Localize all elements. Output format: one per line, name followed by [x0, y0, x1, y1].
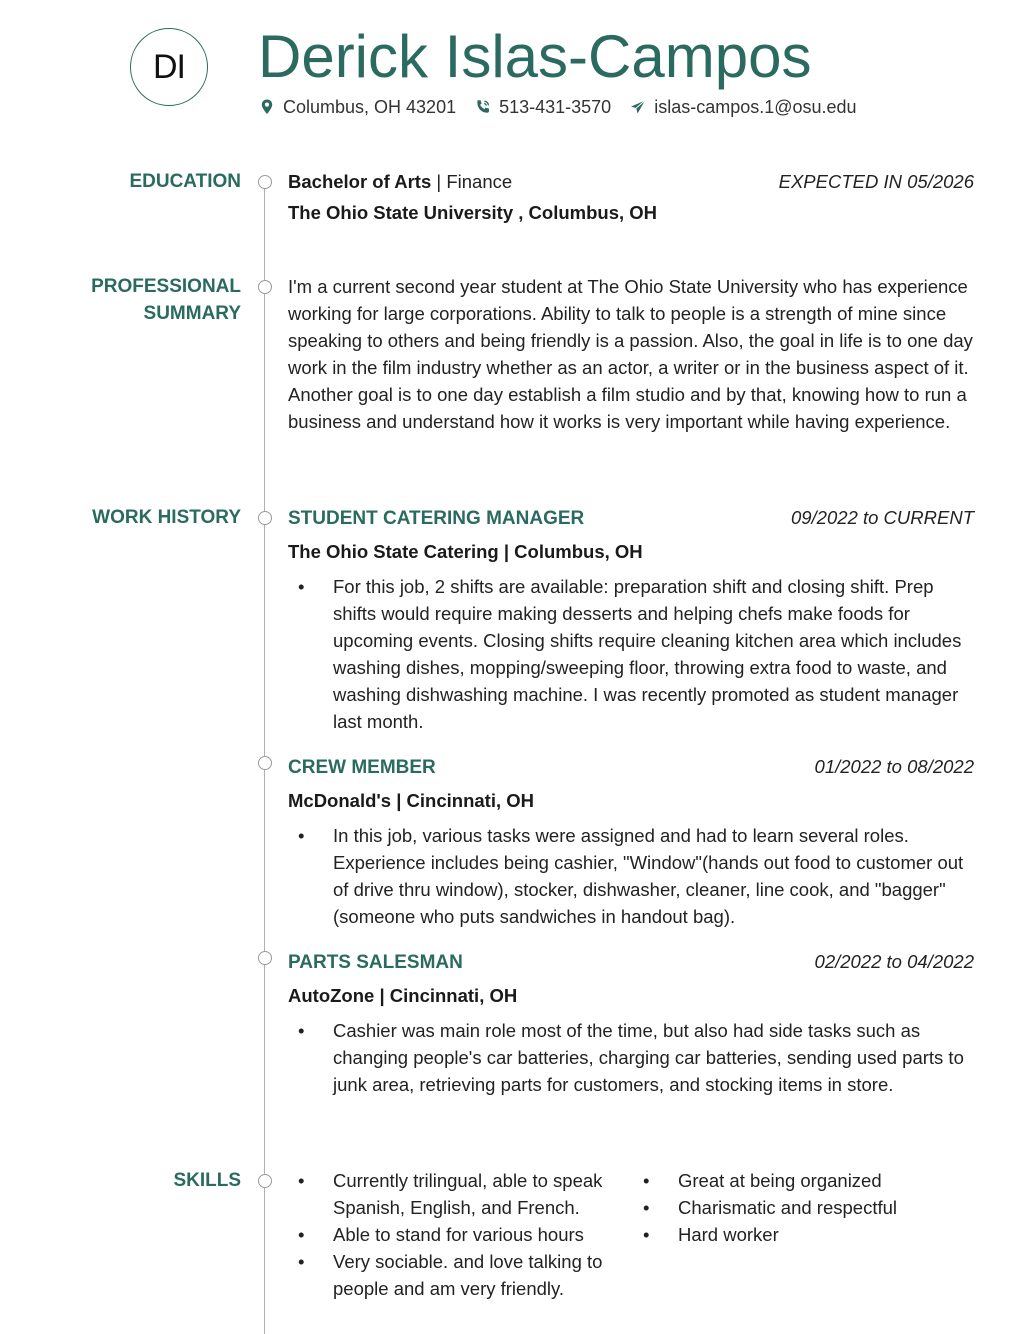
job-title: PARTS SALESMAN: [288, 952, 463, 973]
section-label-work-history: WORK HISTORY: [92, 507, 241, 528]
job-description: [288, 573, 974, 735]
timeline-dot-education: [258, 175, 272, 189]
section-label-summary: [91, 273, 241, 327]
job-header-row: [288, 753, 974, 781]
skill-item: • Currently trilingual, able to speak Spanish, English, and French.: [333, 1167, 633, 1221]
job-dates: 01/2022 to 08/2022: [814, 756, 974, 777]
contact-info: [258, 96, 857, 118]
phone-icon: [474, 98, 492, 116]
education-major: Finance: [446, 171, 513, 192]
job-employer: McDonald's | Cincinnati, OH: [288, 790, 534, 811]
timeline-dot-work: [258, 511, 272, 525]
job-description: [288, 1017, 974, 1098]
education-degree: Bachelor of Arts: [288, 171, 432, 192]
initials: DI: [153, 47, 185, 86]
education-degree-row: [288, 168, 974, 195]
education-degree-line: [288, 168, 512, 195]
job-title: STUDENT CATERING MANAGER: [288, 508, 585, 529]
contact-email: [629, 97, 856, 118]
address-text: Columbus, OH 43201: [283, 96, 457, 117]
section-label-education: EDUCATION: [129, 171, 241, 192]
location-pin-icon: [258, 98, 276, 116]
timeline-dot-skills: [258, 1174, 272, 1188]
skills-column-1: [288, 1167, 633, 1302]
section-label-summary-line2: SUMMARY: [143, 303, 241, 324]
skills-column-2: [633, 1167, 974, 1302]
job-bullet: • Cashier was main role most of the time, but also had side tasks such as changing people's car batteries, charging car batteries, sending used parts to junk area, retrieving parts for customers, and stocking items in store.: [333, 1017, 974, 1098]
job-bullet: • In this job, various tasks were assigned and had to learn several roles. Experience includes being cashier, "Window"(hands out food to customer out of drive thru window), stocker, dishwasher, cleaner, line cook, and "bagger" (someone who puts sandwiches in handout bag).: [333, 822, 974, 930]
phone-text: 513-431-3570: [499, 96, 612, 117]
education-separator: |: [431, 171, 447, 192]
candidate-name: Derick Islas-Campos: [258, 23, 812, 90]
job-employer: AutoZone | Cincinnati, OH: [288, 985, 518, 1006]
contact-address: [258, 97, 456, 118]
monogram-avatar: [130, 28, 208, 106]
section-label-skills: SKILLS: [173, 1170, 241, 1191]
contact-phone: [474, 97, 611, 118]
job-dates: 09/2022 to CURRENT: [790, 507, 974, 528]
job-dates: 02/2022 to 04/2022: [814, 951, 974, 972]
skill-item: • Able to stand for various hours: [333, 1221, 633, 1248]
skill-item: • Charismatic and respectful: [678, 1194, 974, 1221]
timeline-dot-job-3: [258, 951, 272, 965]
job-employer: The Ohio State Catering | Columbus, OH: [288, 541, 643, 562]
job-header-row: [288, 504, 974, 532]
job-title: CREW MEMBER: [288, 757, 436, 778]
education-school: The Ohio State University , Columbus, OH: [288, 202, 658, 223]
email-text: islas-campos.1@osu.edu: [654, 96, 857, 117]
job-description: [288, 822, 974, 930]
timeline-dot-summary: [258, 280, 272, 294]
skills-list: [288, 1167, 974, 1302]
skill-item: • Very sociable. and love talking to people and am very friendly.: [333, 1248, 633, 1302]
job-bullet: • For this job, 2 shifts are available: preparation shift and closing shift. Prep shifts would require making desserts and helping chefs make foods for upcoming events. Closing shifts require cleaning kitchen area which includes washing dishes, mopping/sweeping floor, throwing extra food to waste, and washing dishwashing machine. I was recently promoted as student manager last month.: [333, 573, 974, 735]
education-date: EXPECTED IN 05/2026: [778, 171, 974, 192]
section-label-summary-line1: PROFESSIONAL: [91, 276, 241, 297]
professional-summary-text: I'm a current second year student at The Ohio State University who has experience working for large corporations. Ability to talk to people is a strength of mine since speaking to others and being friendly is a passion. Also, the goal in life is to one day work in the film industry whether as an actor, a writer or in the business aspect of it. Another goal is to one day establish a film studio and by that, knowing how to run a business and understand how it works is very important while having experience.: [288, 276, 973, 432]
send-icon: [629, 98, 647, 116]
job-header-row: [288, 948, 974, 976]
timeline-dot-job-2: [258, 756, 272, 770]
skill-item: • Hard worker: [678, 1221, 974, 1248]
skill-item: • Great at being organized: [678, 1167, 974, 1194]
